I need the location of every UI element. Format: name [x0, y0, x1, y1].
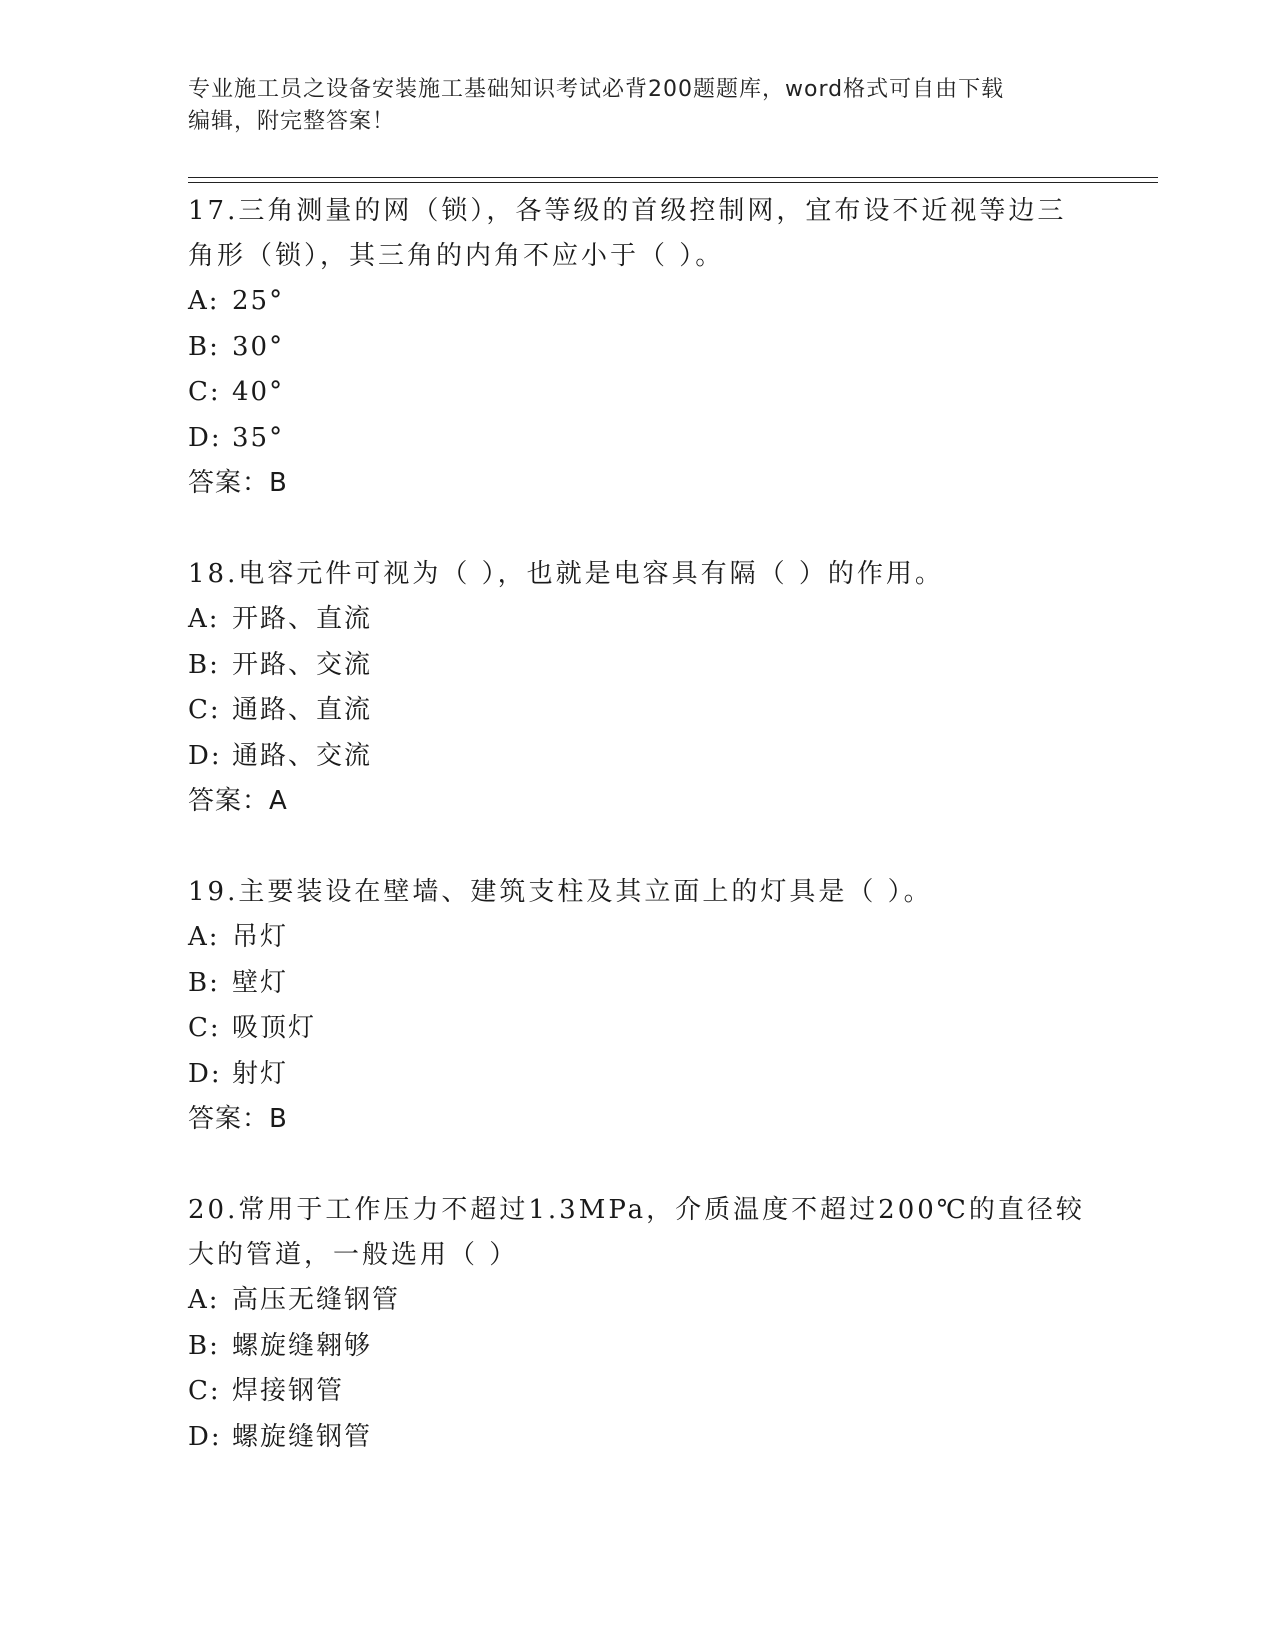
option-c	[188, 370, 1088, 416]
option-d	[188, 1052, 1088, 1098]
option-letter: A:	[188, 604, 220, 634]
option-letter: C:	[188, 1013, 221, 1043]
option-text: 通路、交流	[232, 740, 373, 771]
option-c	[188, 1006, 1088, 1052]
document-header	[188, 74, 1088, 138]
question-list	[188, 189, 1088, 1506]
question-stem: 18.电容元件可视为（ ），也就是电容具有隔（ ）的作用。	[188, 559, 944, 589]
option-text: 40°	[232, 377, 285, 407]
option-letter: D:	[188, 1058, 222, 1089]
option-text: 开路、交流	[232, 649, 373, 680]
option-letter: D:	[188, 1421, 222, 1452]
option-text: 吸顶灯	[232, 1013, 317, 1043]
option-letter: A:	[188, 922, 220, 952]
option-b	[188, 643, 1088, 689]
question-20	[188, 1188, 1088, 1460]
header-divider-bottom	[188, 182, 1158, 183]
option-letter: D:	[188, 740, 222, 771]
option-b	[188, 1324, 1088, 1370]
answer-line: 答案：B	[188, 468, 288, 498]
answer-line: 答案：A	[188, 786, 288, 816]
question-stem: 19.主要装设在壁墙、建筑支柱及其立面上的灯具是（ ）。	[188, 877, 933, 907]
option-letter: A:	[188, 286, 220, 316]
option-letter: C:	[188, 1376, 221, 1406]
option-text: 吊灯	[232, 922, 289, 952]
option-letter: B:	[188, 1330, 220, 1361]
option-letter: A:	[188, 1285, 220, 1315]
option-text: 开路、直流	[232, 604, 373, 634]
option-a	[188, 279, 1088, 325]
option-b	[188, 961, 1088, 1007]
header-title-line-2: 编辑，附完整答案！	[188, 109, 396, 134]
option-text: 射灯	[232, 1058, 289, 1089]
option-text: 壁灯	[232, 967, 289, 998]
option-d	[188, 416, 1088, 462]
option-d	[188, 734, 1088, 780]
option-text: 螺旋缝翱够	[232, 1330, 373, 1361]
question-stem: 20.常用于工作压力不超过1.3MPa，介质温度不超过200℃的直径较大的管道，一般选用（ ）	[188, 1195, 1085, 1270]
option-text: 25°	[232, 286, 285, 316]
option-letter: C:	[188, 377, 221, 407]
option-a	[188, 915, 1088, 961]
option-text: 通路、直流	[232, 695, 373, 725]
question-17	[188, 189, 1088, 506]
question-18	[188, 552, 1088, 824]
option-text: 35°	[232, 422, 285, 453]
option-a	[188, 597, 1088, 643]
option-c	[188, 1369, 1088, 1415]
option-d	[188, 1415, 1088, 1461]
option-text: 高压无缝钢管	[232, 1285, 401, 1315]
header-title-line-1: 专业施工员之设备安装施工基础知识考试必背200题题库，word格式可自由下载	[188, 77, 1005, 102]
option-text: 焊接钢管	[232, 1376, 345, 1406]
question-19	[188, 870, 1088, 1142]
option-a	[188, 1278, 1088, 1324]
option-b	[188, 325, 1088, 371]
option-c	[188, 688, 1088, 734]
option-text: 30°	[232, 331, 285, 362]
question-stem: 17.三角测量的网（锁），各等级的首级控制网，宜布设不近视等边三角形（锁），其三角的内角不应小于（ ）。	[188, 196, 1067, 271]
option-letter: B:	[188, 967, 220, 998]
answer-line: 答案：B	[188, 1104, 288, 1134]
option-letter: B:	[188, 649, 220, 680]
option-text: 螺旋缝钢管	[232, 1421, 373, 1452]
option-letter: C:	[188, 695, 221, 725]
option-letter: B:	[188, 331, 220, 362]
option-letter: D:	[188, 422, 222, 453]
header-divider-top	[188, 177, 1158, 178]
